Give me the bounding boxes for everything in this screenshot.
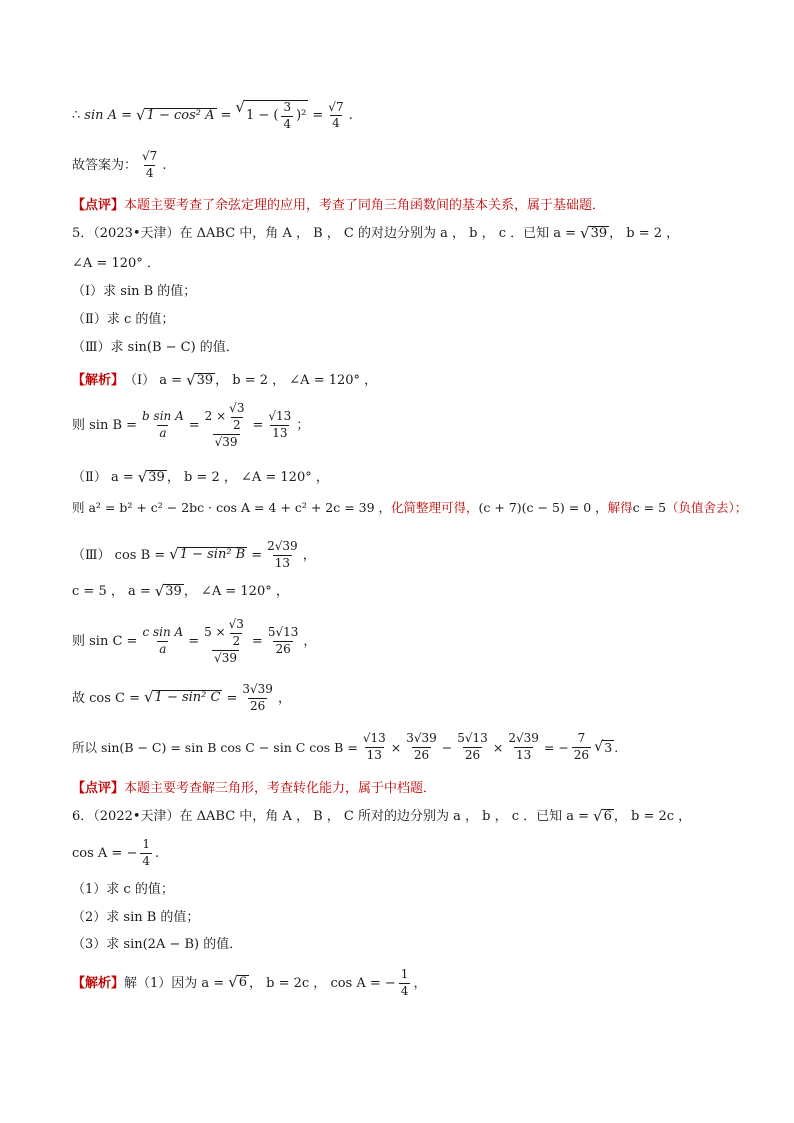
question-1: （Ⅰ）求 sin B 的值； [72, 284, 197, 299]
line-solution-start: 【解析】 （Ⅰ） a = √ 39 ， b = 2 ， ∠A = 120° ， [72, 371, 378, 389]
sqrt-expr: √ 1 − ( $\frac{3}{4}$ )² [235, 98, 307, 131]
line-solution-6: 【解析】 解（1）因为 a = √ 6 ， b = 2c ， cos A = − $\frac{1}{4}$ ， [72, 967, 427, 998]
expr-text: sin A = [84, 108, 133, 123]
line-problem-6: 6．（2022•天津）在 ΔABC 中，角 A ， B ， C 所对的边分别为 a ， b ， c ．已知 a = √ 6 ， b = 2c ， [72, 807, 692, 825]
comment-tag: 【点评】 [72, 781, 125, 796]
compound-fraction: 2 × $\frac{√3}{2}$ √39 [204, 401, 245, 449]
line-sinB: 则 sin B = $\frac{\text{b sin A}}{a}$ = 2 × $\frac{√3}{2}$ √39 = $\frac{√13}{13}$ ； [72, 401, 310, 449]
solution-tag: 【解析】 [72, 373, 125, 389]
line-comment-1 [72, 198, 734, 214]
question-6-2: （2）求 sin B 的值； [72, 910, 200, 925]
question-6-1: （1）求 c 的值； [72, 882, 174, 897]
therefore-symbol: ∴ [72, 108, 81, 123]
fraction: $\frac{5√13}{26}$ [267, 625, 299, 657]
question-2: （Ⅱ）求 c 的值； [72, 312, 175, 327]
fraction: $\frac{\text{c sin A}}{a}$ [142, 625, 184, 657]
question-6-3: （3）求 sin(2A − B) 的值． [72, 937, 243, 952]
line-answer: 故答案为： $\frac{√7}{4}$ . [72, 149, 167, 180]
line-angle: ∠A = 120° ． [72, 256, 160, 271]
line-problem-5: 5．（2023•天津）在 ΔABC 中，角 A ， B ， C 的对边分别为 a ， b ， c ．已知 a = √ 39 ， b = 2 ， [72, 224, 680, 242]
fraction: $\frac{\text{b sin A}}{a}$ [142, 409, 184, 441]
comment-tag: 【点评】 [72, 198, 125, 213]
answer-label: 故答案为： [72, 157, 138, 173]
line-part2: （Ⅱ） a = √ 39 ， b = 2 ， ∠A = 120° ， [72, 468, 329, 486]
problem-statement: 5．（2023•天津）在 ΔABC 中，角 A ， B ， C 的对边分别为 a ， b ， c ．已知 a = [72, 226, 577, 242]
line-sinA: ∴ sin A = √ 1 − cos² A = √ 1 − ( $\frac{3}{4}$ )² = $\frac{√7}{4}$ . [72, 98, 353, 131]
fraction: $\frac{2√39}{13}$ [267, 539, 298, 570]
line-cosA: cos A = − $\frac{1}{4}$ . [72, 837, 160, 868]
line-cosine-law: 则 a² = b² + c² − 2bc · cos A = 4 + c² + 2c = 39 ， 化简整理可得， (c + 7)(c − 5) = 0 ， 解得 c = 5 （负值舍去）； [72, 500, 748, 515]
sqrt-expr: √ 1 − cos² A [136, 105, 215, 124]
line-sinC: 则 sin C = $\frac{\text{c sin A}}{a}$ = 5 × $\frac{√3}{2}$ √39 = $\frac{5√13}{26}$ ， [72, 617, 317, 665]
problem-statement: 6．（2022•天津）在 ΔABC 中，角 A ， B ， C 所对的边分别为 a ， b ， c ．已知 a = [72, 809, 590, 825]
fraction: $\frac{√7}{4}$ [142, 149, 158, 180]
comment-text: 本题主要考查解三角形，考查转化能力，属于中档题． [124, 781, 437, 796]
fraction: $\frac{√7}{4}$ [328, 99, 344, 131]
comment-text: 本题主要考查了余弦定理的应用，考查了同角三角函数间的基本关系，属于基础题． [124, 198, 606, 213]
fraction: $\frac{√13}{13}$ [268, 409, 292, 441]
question-3: （Ⅲ）求 sin(B − C) 的值． [72, 340, 239, 355]
line-cosC: 故 cos C = √ 1 − sin² C = $\frac{3√39}{26}$ ， [72, 682, 291, 713]
line-cosB: （Ⅲ） cos B = √ 1 − sin² B = $\frac{2√39}{13}$ ， [72, 539, 316, 570]
fraction: $\frac{3√39}{26}$ [242, 682, 273, 713]
solution-tag: 【解析】 [72, 975, 125, 991]
line-sin-B-minus-C: 所以 sin(B − C) = sin B cos C − sin C cos B = $\frac{√13}{13}$ × $\frac{3√39}{26}$ − $\frac{5√13}{26}$ × $\frac{2√39}{13}$ = − $\frac{7}{26}$ √ 3 . [72, 731, 619, 762]
line-values: c = 5 ， a = √ 39 ， ∠A = 120° ， [72, 582, 289, 600]
line-comment-2 [72, 781, 734, 797]
compound-fraction: 5 × $\frac{√3}{2}$ √39 [204, 617, 244, 665]
